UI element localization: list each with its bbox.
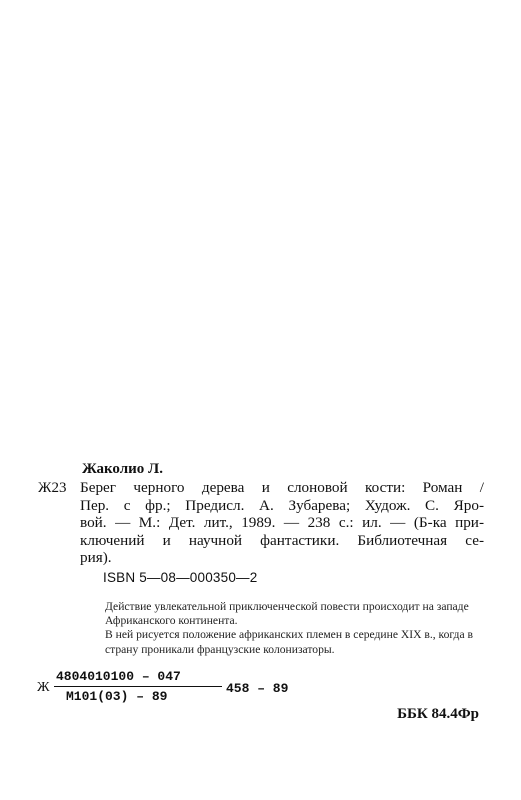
author-name: Жаколио Л. <box>82 461 163 477</box>
isbn: ISBN 5—08—000350—2 <box>103 570 258 585</box>
bbk-code: ББК 84.4Фр <box>397 706 479 722</box>
description-line: Пер. с фр.; Предисл. А. Зубарева; Худож. С. Яро- <box>80 496 484 514</box>
description-line: вой. — М.: Дет. лит., 1989. — 238 с.: ил. — (Б-ка при- <box>80 514 484 532</box>
description-line: рия). <box>80 549 112 567</box>
description-line: ключений и научной фантастики. Библиотечная се- <box>80 531 484 549</box>
annotation-paragraph: Действие увлекательной приключенческой повести происходит на западе Африканского континента. <box>105 600 469 628</box>
annotation <box>79 600 483 657</box>
fraction-letter: Ж <box>37 680 50 695</box>
fraction-suffix: 458 – 89 <box>226 681 289 696</box>
bibliographic-description <box>80 479 484 567</box>
annotation-paragraph: В ней рисуется положение африканских племен в середине XIX в., когда в страну проникали французские колонизаторы. <box>105 628 473 656</box>
fraction-numerator: 4804010100 – 047 <box>56 669 181 684</box>
fraction-bar <box>54 686 222 687</box>
fraction-denominator: М101(03) – 89 <box>66 689 168 704</box>
library-code: Ж23 <box>38 480 67 496</box>
description-line: Берег черного дерева и слоновой кости: Роман / <box>80 479 484 496</box>
